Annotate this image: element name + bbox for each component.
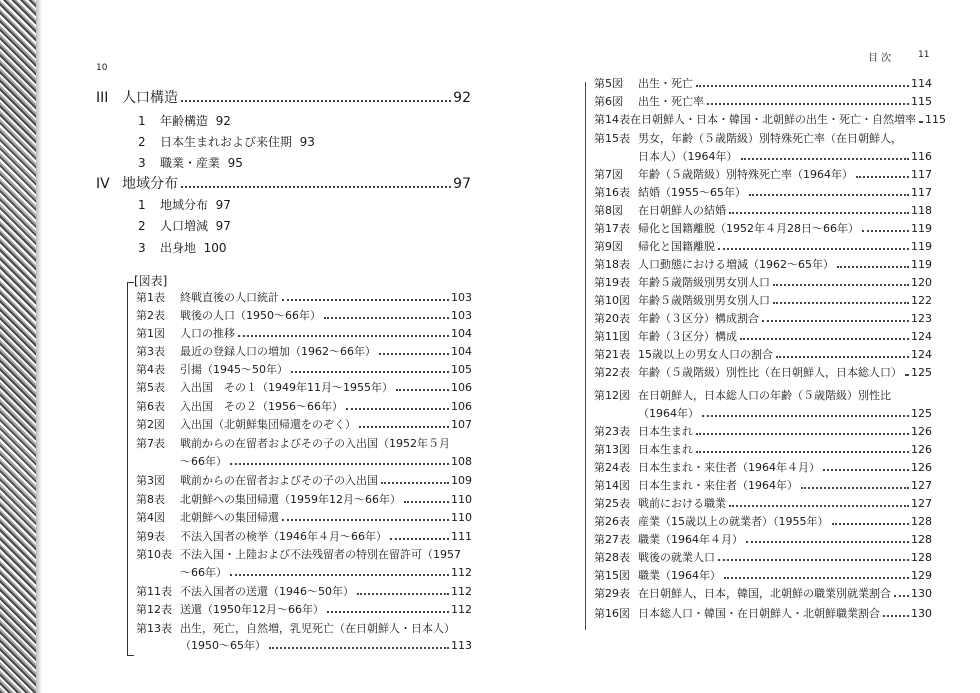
toc-figure-row[interactable]: [594, 202, 932, 218]
figure-label: 第4図: [136, 511, 165, 524]
figure-title: 職業（1964年）: [638, 569, 721, 582]
figure-title: 人口動態における増減（1962～65年）: [638, 258, 834, 271]
leader-dots: [396, 388, 449, 391]
figure-label: 第7図: [594, 168, 623, 181]
leader-dots: [230, 462, 449, 465]
figure-title: 入出国（北朝鮮集団帰還をのぞく）: [180, 418, 356, 431]
figure-page: 117: [911, 168, 932, 181]
figure-label: 第19表: [594, 276, 630, 289]
figure-title: 帰化と国籍離脱（1952年４月28日～66年）: [638, 222, 859, 235]
figure-title: 在日朝鮮人の結婚: [638, 204, 726, 217]
figure-page: 116: [911, 150, 932, 163]
figure-label: 第18表: [594, 258, 630, 271]
figures-bracket: [127, 282, 134, 656]
figure-title: 日本生まれ・来住者（1964年）: [638, 479, 798, 492]
figure-page: 127: [911, 497, 932, 510]
figure-title: 戦前からの在留者およびその子の入出国（1952年５月: [180, 437, 450, 450]
figure-label: 第12表: [136, 603, 172, 616]
left-page-number: 10: [96, 63, 108, 73]
figure-title: 引揚（1945～50年）: [180, 363, 288, 376]
figure-page: 111: [451, 530, 472, 543]
figure-title-cont: （1964年）: [638, 407, 699, 420]
figure-label: 第22表: [594, 366, 630, 379]
toc-subsection[interactable]: [138, 196, 231, 213]
figure-page: 112: [451, 566, 472, 579]
leader-dots: [696, 84, 909, 87]
figure-page: 126: [911, 461, 932, 474]
leader-dots: [282, 298, 449, 301]
subsection-page: 93: [299, 135, 315, 149]
figure-label: 第24表: [594, 461, 630, 474]
toc-section-row[interactable]: [96, 173, 471, 193]
subsection-page: 100: [203, 241, 227, 255]
figure-label: 第3表: [136, 345, 165, 358]
toc-figure-row[interactable]: [594, 477, 932, 493]
subsection-title: 人口増減: [160, 219, 209, 233]
figure-label: 第27表: [594, 533, 630, 546]
figure-label: 第1表: [136, 291, 165, 304]
toc-figure-row[interactable]: [594, 310, 932, 326]
subsection-label: 1: [138, 198, 146, 212]
toc-figure-row[interactable]: [136, 379, 472, 395]
leader-dots: [696, 450, 909, 453]
figure-page: 108: [451, 455, 472, 468]
figure-page: 106: [451, 381, 472, 394]
figure-label: 第5図: [594, 77, 623, 90]
figure-page: 114: [911, 77, 932, 90]
binding-shadow: [36, 0, 42, 693]
figure-page: 106: [451, 400, 472, 413]
toc-figure-row[interactable]: [594, 292, 932, 308]
toc-subsection[interactable]: [138, 239, 227, 256]
figure-title: 職業（1964年４月）: [638, 533, 743, 546]
figure-title: 戦前からの在留者およびその子の入出国: [180, 474, 378, 487]
figure-label: 第4表: [136, 363, 165, 376]
figure-label: 第5表: [136, 381, 165, 394]
toc-figure-row-line2[interactable]: [180, 564, 472, 580]
figure-page: 118: [911, 204, 932, 217]
figure-title: 日本生まれ・来住者（1964年４月）: [638, 461, 820, 474]
leader-dots: [746, 540, 909, 543]
toc-figure-row[interactable]: [594, 184, 932, 200]
toc-figure-row[interactable]: [136, 398, 472, 414]
toc-section-row[interactable]: [96, 87, 471, 107]
leader-dots: [327, 610, 449, 613]
figure-page: 119: [911, 222, 932, 235]
section-title: 人口構造: [122, 90, 178, 106]
leader-dots: [905, 373, 909, 376]
figure-label: 第21表: [594, 348, 630, 361]
toc-figure-row-line2[interactable]: [638, 405, 932, 421]
figure-label: 第1図: [136, 327, 165, 340]
toc-figure-row[interactable]: [594, 364, 932, 380]
section-label: III: [96, 90, 109, 106]
figure-page: 115: [911, 95, 932, 108]
figure-page: 107: [451, 418, 472, 431]
leader-dots: [724, 576, 909, 579]
figure-title: 戦後の人口（1950～66年）: [180, 309, 321, 322]
toc-figure-row[interactable]: [594, 513, 932, 529]
figure-label: 第29表: [594, 587, 630, 600]
toc-figure-row-line1[interactable]: [136, 620, 455, 636]
figure-page: 115: [925, 113, 946, 126]
toc-figure-row[interactable]: [594, 256, 932, 272]
subsection-page: 97: [215, 219, 231, 233]
subsection-page: 97: [215, 198, 231, 212]
figure-page: 113: [451, 639, 472, 652]
figure-title-cont: ～66年）: [180, 455, 227, 468]
figure-title: 年齢（５歳階級）別特殊死亡率（1964年）: [638, 168, 853, 181]
leader-dots: [776, 355, 909, 358]
leader-dots: [749, 193, 909, 196]
figure-page: 128: [911, 515, 932, 528]
figure-label: 第2表: [136, 309, 165, 322]
figure-title: 日本生まれ: [638, 425, 693, 438]
toc-figure-row[interactable]: [594, 531, 932, 547]
figure-title: 男女，年齢（５歳階級）別特殊死亡率（在日朝鮮人，: [638, 132, 902, 145]
figure-title: 最近の登録人口の増加（1962～66年）: [180, 345, 376, 358]
figure-page: 119: [911, 258, 932, 271]
toc-figure-row[interactable]: [136, 416, 472, 432]
leader-dots: [230, 573, 449, 576]
toc-figure-row[interactable]: [594, 93, 932, 109]
figure-page: 130: [911, 587, 932, 600]
figure-page: 124: [911, 330, 932, 343]
figure-title-cont: 日本人）（1964年）: [638, 150, 738, 163]
section-page: 92: [453, 90, 471, 106]
toc-figure-row[interactable]: [594, 274, 932, 290]
figure-page: 110: [451, 493, 472, 506]
subsection-title: 地域分布: [160, 198, 209, 212]
toc-figure-row[interactable]: [136, 491, 472, 507]
leader-dots: [357, 592, 449, 595]
leader-dots: [696, 432, 909, 435]
figure-label: 第28表: [594, 551, 630, 564]
toc-figure-row[interactable]: [136, 509, 472, 525]
figure-title: 不法入国・上陸および不法残留者の特別在留許可（1957: [180, 548, 461, 561]
figure-title: 年齢（３区分）構成: [638, 330, 737, 343]
figure-title: 戦後の就業人口: [638, 551, 715, 564]
figure-title: 出生・死亡: [638, 77, 693, 90]
figure-page: 125: [911, 366, 932, 379]
leader-dots: [837, 265, 909, 268]
figure-label: 第9表: [136, 530, 165, 543]
figure-label: 第13図: [594, 443, 630, 456]
figure-page: 112: [451, 603, 472, 616]
figure-label: 第8表: [136, 493, 165, 506]
toc-figure-row[interactable]: [136, 343, 472, 359]
figure-title: 日本生まれ: [638, 443, 693, 456]
leader-dots: [291, 370, 449, 373]
figure-label: 第16図: [594, 607, 630, 620]
figure-title: 年齢（３区分）構成割合: [638, 312, 759, 325]
subsection-label: 2: [138, 219, 146, 233]
figure-label: 第20表: [594, 312, 630, 325]
figure-title: 在日朝鮮人・日本・韓国・北朝鮮の出生・死亡・自然増率: [630, 113, 916, 126]
figure-label: 第15図: [594, 569, 630, 582]
leader-dots: [801, 486, 909, 489]
figure-page: 117: [911, 186, 932, 199]
figure-title-cont: ～66年）: [180, 566, 227, 579]
figure-page: 129: [911, 569, 932, 582]
toc-figure-row[interactable]: [594, 166, 932, 182]
leader-dots: [282, 518, 449, 521]
right-page-number: 11: [918, 50, 930, 60]
leader-dots: [718, 247, 909, 250]
toc-figure-row[interactable]: [136, 289, 472, 305]
leader-dots: [404, 500, 449, 503]
section-title: 地域分布: [122, 176, 178, 192]
leader-dots: [773, 283, 909, 286]
figure-label: 第7表: [136, 437, 165, 450]
figure-page: 104: [451, 345, 472, 358]
figure-page: 103: [451, 309, 472, 322]
figure-title: 帰化と国籍離脱: [638, 240, 715, 253]
toc-subsection[interactable]: [138, 217, 231, 234]
figure-page: 112: [451, 585, 472, 598]
leader-dots: [832, 522, 910, 525]
leader-dots: [919, 120, 923, 123]
leader-dots: [390, 537, 449, 540]
figure-page: 123: [911, 312, 932, 325]
leader-dots: [773, 301, 909, 304]
toc-figure-row[interactable]: [594, 459, 932, 475]
figure-title: 日本総人口・韓国・在日朝鮮人・北朝鮮職業割合: [638, 607, 880, 620]
figure-page: 128: [911, 551, 932, 564]
toc-figure-row[interactable]: [594, 75, 932, 91]
figure-title: 入出国 その２（1956～66年）: [180, 400, 343, 413]
toc-subsection[interactable]: [138, 133, 315, 150]
figure-label: 第14図: [594, 479, 630, 492]
figure-page: 110: [451, 511, 472, 524]
leader-dots: [718, 558, 909, 561]
figure-label: 第11表: [136, 585, 172, 598]
toc-figure-row[interactable]: [594, 549, 932, 565]
figure-title: 不法入国者の検挙（1946年４月～66年）: [180, 530, 387, 543]
subsection-title: 年齢構造: [160, 114, 209, 128]
figure-title: 北朝鮮への集団帰還: [180, 511, 279, 524]
figure-label: 第12図: [594, 389, 630, 402]
toc-figure-row-line1[interactable]: [136, 546, 461, 562]
toc-figure-row[interactable]: [594, 111, 946, 127]
figure-label: 第6図: [594, 95, 623, 108]
figure-title: 在日朝鮮人，日本，韓国，北朝鮮の職業別就業割合: [638, 587, 891, 600]
figure-title: 送還（1950年12月～66年）: [180, 603, 324, 616]
figure-title: 年齢（５歳階級）別性比（在日朝鮮人，日本総人口）: [638, 366, 902, 379]
figure-label: 第14表: [594, 113, 630, 126]
section-label: IV: [96, 176, 110, 192]
subsection-title: 出身地: [160, 241, 197, 255]
figure-label: 第3図: [136, 474, 165, 487]
figure-title: 結婚（1955～65年）: [638, 186, 746, 199]
figure-title: 出生・死亡率: [638, 95, 704, 108]
leader-dots: [238, 334, 449, 337]
figure-label: 第8図: [594, 204, 623, 217]
leader-dots: [729, 211, 909, 214]
figure-label: 第10表: [136, 548, 172, 561]
figure-title: 入出国 その１（1949年11月～1955年）: [180, 381, 393, 394]
subsection-page: 95: [227, 156, 243, 170]
figure-title: 在日朝鮮人，日本総人口の年齢（５歳階級）別性比: [638, 389, 891, 402]
toc-figure-row-line1[interactable]: [136, 435, 450, 451]
leader-dots: [381, 481, 449, 484]
figure-title-cont: （1950～65年）: [180, 639, 266, 652]
figure-label: 第6表: [136, 400, 165, 413]
leader-dots: [181, 99, 451, 102]
figure-title: 産業（15歳以上の就業者）（1955年）: [638, 515, 829, 528]
toc-figure-row[interactable]: [594, 328, 932, 344]
figure-label: 第17表: [594, 222, 630, 235]
leader-dots: [741, 157, 910, 160]
figure-label: 第15表: [594, 132, 630, 145]
section-page: 97: [453, 176, 471, 192]
toc-figure-row[interactable]: [136, 583, 472, 599]
toc-figure-row[interactable]: [136, 472, 472, 488]
figure-page: 104: [451, 327, 472, 340]
subsection-label: 3: [138, 156, 146, 170]
figure-label: 第23表: [594, 425, 630, 438]
leader-dots: [740, 337, 909, 340]
toc-figure-row[interactable]: [594, 238, 932, 254]
figure-page: 126: [911, 425, 932, 438]
toc-figure-row[interactable]: [594, 220, 932, 236]
figures-heading: [図表]: [134, 274, 168, 288]
toc-figure-row[interactable]: [594, 605, 932, 621]
toc-figure-row[interactable]: [136, 528, 472, 544]
figure-label: 第16表: [594, 186, 630, 199]
figure-page: 124: [911, 348, 932, 361]
subsection-title: 日本生まれおよび来住期: [160, 135, 293, 149]
page-gutter-line: [585, 82, 586, 630]
figure-page: 127: [911, 479, 932, 492]
toc-figure-row[interactable]: [136, 325, 472, 341]
figure-label: 第9図: [594, 240, 623, 253]
figure-title: 年齢５歳階級別男女別人口: [638, 276, 770, 289]
figure-title: 出生，死亡，自然増，乳児死亡（在日朝鮮人・日本人）: [180, 622, 455, 635]
figure-page: 126: [911, 443, 932, 456]
leader-dots: [862, 229, 909, 232]
toc-figure-row[interactable]: [136, 361, 472, 377]
figure-page: 128: [911, 533, 932, 546]
figure-title: 不法入国者の送還（1946～50年）: [180, 585, 354, 598]
leader-dots: [324, 316, 449, 319]
toc-subsection[interactable]: [138, 154, 243, 171]
leader-dots: [707, 102, 909, 105]
figure-title: 戦前における職業: [638, 497, 726, 510]
toc-figure-row-line2[interactable]: [638, 148, 932, 164]
toc-figure-row[interactable]: [594, 495, 932, 511]
toc-figure-row[interactable]: [594, 423, 932, 439]
figure-title: 北朝鮮への集団帰還（1959年12月～66年）: [180, 493, 401, 506]
figure-page: 103: [451, 291, 472, 304]
subsection-title: 職業・産業: [160, 156, 221, 170]
figure-title: 15歳以上の男女人口の割合: [638, 348, 773, 361]
subsection-page: 92: [215, 114, 231, 128]
leader-dots: [346, 407, 449, 410]
figure-page: 105: [451, 363, 472, 376]
subsection-label: 2: [138, 135, 146, 149]
scan-binding-edge: [0, 0, 36, 693]
right-page-header: 目 次: [868, 53, 892, 64]
leader-dots: [702, 414, 909, 417]
leader-dots: [762, 319, 909, 322]
figure-title: 終戦直後の人口統計: [180, 291, 279, 304]
figure-page: 120: [911, 276, 932, 289]
leader-dots: [856, 175, 909, 178]
leader-dots: [181, 185, 451, 188]
leader-dots: [359, 425, 449, 428]
figure-page: 125: [911, 407, 932, 420]
toc-figure-row-line1[interactable]: [594, 387, 891, 403]
toc-subsection[interactable]: [138, 112, 231, 129]
toc-figure-row-line2[interactable]: [180, 453, 472, 469]
leader-dots: [379, 352, 449, 355]
leader-dots: [894, 594, 909, 597]
figure-page: 119: [911, 240, 932, 253]
toc-figure-row[interactable]: [594, 441, 932, 457]
toc-figure-row[interactable]: [594, 567, 932, 583]
toc-figure-row[interactable]: [594, 585, 932, 601]
leader-dots: [883, 614, 909, 617]
subsection-label: 3: [138, 241, 146, 255]
figure-page: 130: [911, 607, 932, 620]
figure-label: 第26表: [594, 515, 630, 528]
figure-label: 第25表: [594, 497, 630, 510]
toc-figure-row[interactable]: [136, 307, 472, 323]
leader-dots: [823, 468, 909, 471]
figure-label: 第11図: [594, 330, 630, 343]
leader-dots: [729, 504, 909, 507]
figure-page: 109: [451, 474, 472, 487]
toc-figure-row[interactable]: [594, 346, 932, 362]
toc-figure-row[interactable]: [136, 601, 472, 617]
figure-label: 第2図: [136, 418, 165, 431]
subsection-label: 1: [138, 114, 146, 128]
figure-label: 第10図: [594, 294, 630, 307]
toc-figure-row-line1[interactable]: [594, 130, 902, 146]
toc-figure-row-line2[interactable]: [180, 637, 472, 653]
leader-dots: [269, 646, 449, 649]
figure-label: 第13表: [136, 622, 172, 635]
figure-page: 122: [911, 294, 932, 307]
figure-title: 年齢５歳階級別男女別人口: [638, 294, 770, 307]
figure-title: 人口の推移: [180, 327, 235, 340]
